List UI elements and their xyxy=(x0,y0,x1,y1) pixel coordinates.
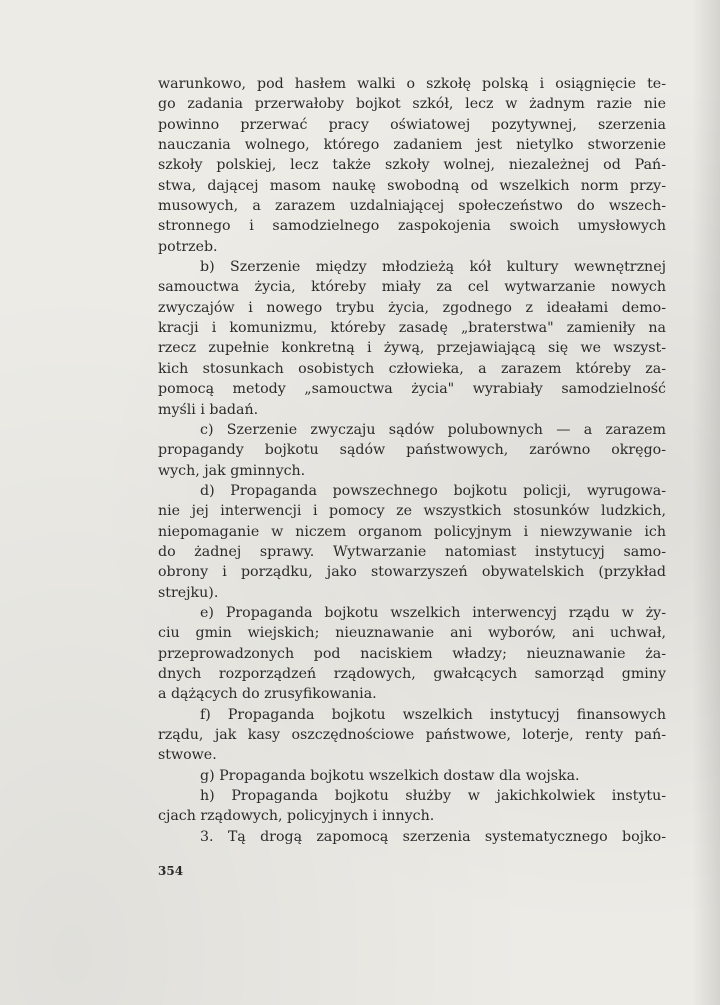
text-line: cjach rządowych, policyjnych i innych. xyxy=(158,808,435,825)
text-line: kich stosunkach osobistych człowieka, a zarazem któreby za- xyxy=(158,360,666,377)
text-line: powinno przerwać pracy oświatowej pozytywnej, szerzenia xyxy=(158,116,666,133)
text-line: myśli i badań. xyxy=(158,401,259,418)
body-text xyxy=(158,74,666,847)
text-line: stronnego i samodzielnego zaspokojenia swoich umysłowych xyxy=(158,218,666,235)
text-line: 3. Tą drogą zapomocą szerzenia systematycznego bojko- xyxy=(200,828,666,845)
text-line: dnych rozporządzeń rządowych, gwałcących samorząd gminy xyxy=(158,665,666,682)
text-line: rządu, jak kasy oszczędnościowe państwowe, loterje, renty pań- xyxy=(158,727,666,743)
text-line: a dążących do zrusyfikowania. xyxy=(158,686,377,703)
text-line: potrzeb. xyxy=(158,238,218,255)
text-line: kracji i komunizmu, któreby zasadę „braterstwa" zamieniły na xyxy=(158,320,666,337)
text-line: h) Propaganda bojkotu służby w jakichkolwiek instytu- xyxy=(200,788,666,805)
text-line: nauczania wolnego, którego zadaniem jest nietylko stworzenie xyxy=(158,137,666,154)
text-line: pomocą metody „samouctwa życia" wyrabiały samodzielność xyxy=(158,381,666,398)
page-gutter-shadow xyxy=(692,0,720,1005)
text-line: niepomaganie w niczem organom policyjnym i niewzywanie ich xyxy=(158,523,666,540)
text-line: musowych, a zarazem uzdalniającej społeczeństwo do wszech- xyxy=(158,198,666,215)
text-line: szkoły polskiej, lecz także szkoły wolnej, niezależnej od Pań- xyxy=(158,157,666,174)
text-line: g) Propaganda bojkotu wszelkich dostaw dla wojska. xyxy=(200,767,580,784)
text-line: do żadnej sprawy. Wytwarzanie natomiast instytucyj samo- xyxy=(158,543,666,560)
text-line: c) Szerzenie zwyczaju sądów polubownych — a zarazem xyxy=(200,421,666,438)
text-line: obrony i porządku, jako stowarzyszeń obywatelskich (przykład xyxy=(158,564,666,581)
text-line: wych, jak gminnych. xyxy=(158,462,306,479)
page-number: 354 xyxy=(158,864,184,878)
text-line: rzecz zupełnie konkretną i żywą, przejawiającą się we wszyst- xyxy=(158,340,666,357)
text-line: samouctwa życia, któreby miały za cel wytwarzanie nowych xyxy=(158,279,666,296)
text-line: stwowe. xyxy=(158,747,217,764)
text-line: go zadania przerwałoby bojkot szkół, lecz w żadnym razie nie xyxy=(158,96,666,113)
text-line: e) Propaganda bojkotu wszelkich interwencyj rządu w ży- xyxy=(200,604,666,621)
text-line: propagandy bojkotu sądów państwowych, zarówno okręgo- xyxy=(158,442,666,459)
text-line: zwyczajów i nowego trybu życia, zgodnego z ideałami demo- xyxy=(158,299,666,316)
text-line: stwa, dającej masom naukę swobodną od wszelkich norm przy- xyxy=(158,177,666,194)
text-line: ciu gmin wiejskich; nieuznawanie ani wyborów, ani uchwał, xyxy=(158,625,666,642)
text-line: nie jej interwencji i pomocy ze wszystkich stosunków ludzkich, xyxy=(158,503,666,520)
text-line: strejku). xyxy=(158,584,219,601)
text-line: warunkowo, pod hasłem walki o szkołę polską i osiągnięcie te- xyxy=(158,76,666,92)
text-line: f) Propaganda bojkotu wszelkich instytucyj finansowych xyxy=(200,706,666,723)
text-line: d) Propaganda powszechnego bojkotu policji, wyrugowa- xyxy=(200,482,666,499)
text-line: b) Szerzenie między młodzieżą kół kultury wewnętrznej xyxy=(200,259,666,276)
text-line: przeprowadzonych pod naciskiem władzy; nieuznawanie ża- xyxy=(158,645,666,662)
